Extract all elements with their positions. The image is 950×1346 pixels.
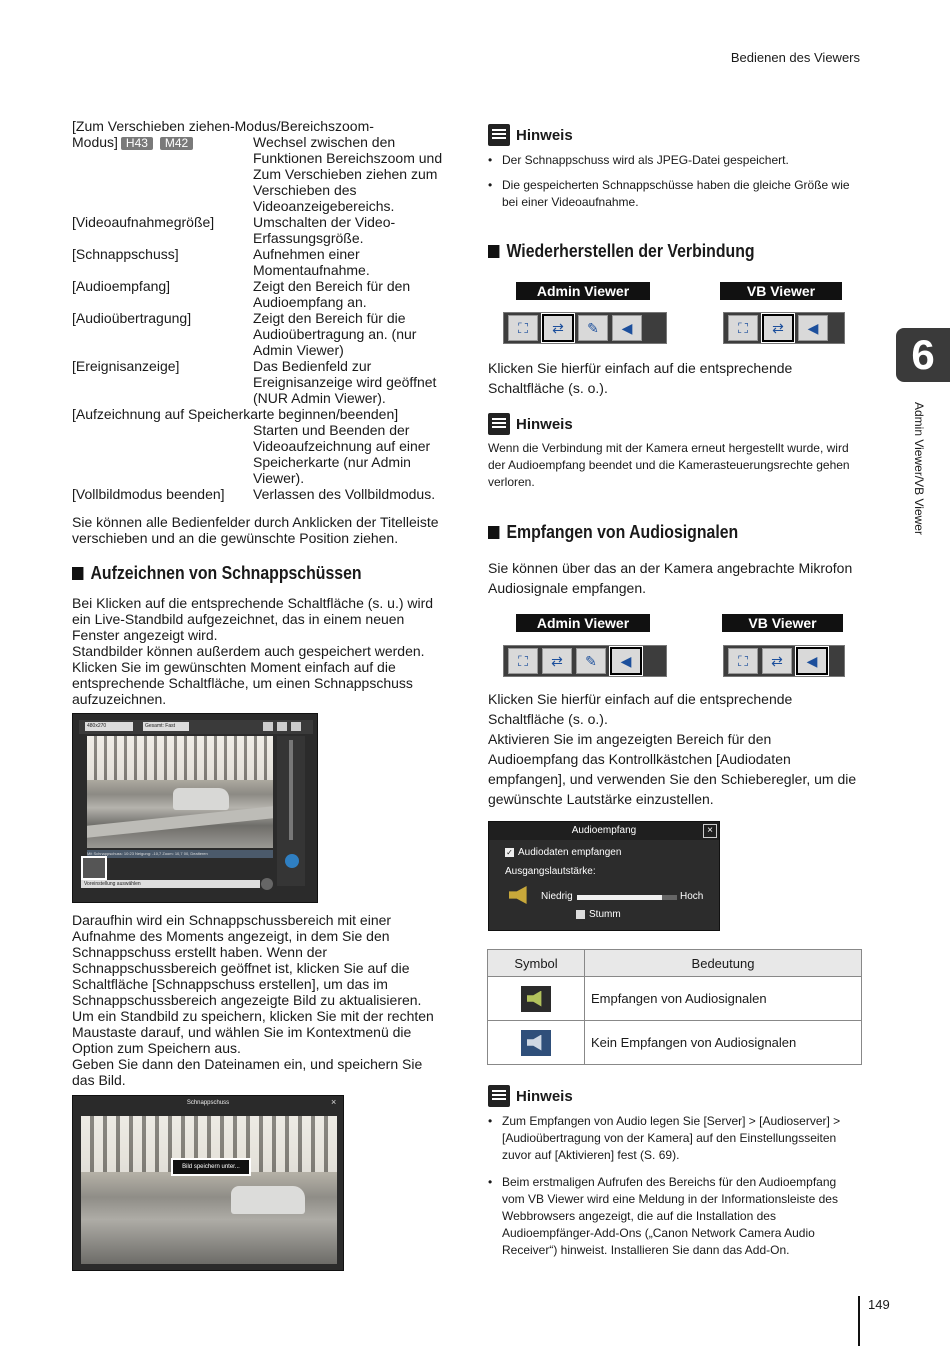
model-badge: M42 bbox=[160, 137, 193, 150]
status-bar: Mit Schnappschuss: 10:23 Neigung: -10,7 Zoom: 10,7 00, Dealteren bbox=[87, 850, 273, 858]
reconnect-icon[interactable]: ⇄ bbox=[542, 314, 574, 342]
def-term: [Schnappschuss] bbox=[72, 246, 179, 262]
reconnect-icon[interactable]: ⇄ bbox=[542, 648, 572, 674]
table-row bbox=[488, 1021, 862, 1065]
reconnect-text: Klicken Sie hierfür einfach auf die entsprechende Schaltfläche (s. o.). bbox=[488, 360, 793, 396]
volume-low-label: Niedrig bbox=[541, 891, 573, 902]
speaker-icon[interactable]: ◀ bbox=[610, 647, 642, 675]
railing-shape bbox=[87, 806, 273, 838]
def-desc: Das Bedienfeld zur Ereignisanzeige wird geöffnet (NUR Admin Viewer). bbox=[253, 358, 437, 406]
def-term: [Audioübertragung] bbox=[72, 310, 192, 326]
table-header-meaning: Bedeutung bbox=[585, 950, 862, 977]
speaker-icon bbox=[509, 886, 531, 904]
speaker-receiving-icon bbox=[521, 986, 551, 1012]
table-cell-meaning: Kein Empfangen von Audiosignalen bbox=[585, 1021, 862, 1065]
panels-note: Sie können alle Bedienfelder durch Anklicken der Titelleiste verschieben und an die gewünschte Position ziehen. bbox=[72, 514, 439, 546]
hint-box-3: Hinweis • Zum Empfangen von Audio legen Sie [Server] > [Audioserver] > [Audioübertragung von der Kamera] auf den Einstellungsseiten zuvor auf [Aktivieren] fest (S. 69). • Beim erstmaligen Aufrufen des Bereichs für den Audioempfang vom VB Viewer wird eine Meldung in der Informationsleiste des Webbrowsers angezeigt, die auf die Installation des Audioempfänger-Add-Ons („Canon Network Camera Audio Receiver“) hinweist. Installieren Sie dann das Add-On. bbox=[488, 1085, 848, 1267]
chapter-tab: 6 bbox=[896, 328, 950, 382]
note-icon bbox=[488, 124, 510, 146]
van-shape bbox=[173, 788, 229, 810]
viewer-toolbar bbox=[79, 720, 313, 734]
camera-video-image bbox=[87, 736, 273, 848]
receive-checkbox-label: Audiodaten empfangen bbox=[518, 847, 622, 858]
speaker-icon[interactable] bbox=[291, 722, 301, 731]
volume-high-label: Hoch bbox=[680, 891, 704, 902]
table-cell-meaning: Empfangen von Audiosignalen bbox=[585, 977, 862, 1021]
quality-dropdown[interactable]: Gesamt: Fast bbox=[143, 722, 189, 731]
section-heading-reconnect: Wiederherstellen der Verbindung bbox=[488, 241, 755, 262]
table-header-symbol: Symbol bbox=[488, 950, 585, 977]
def-term: Modus] H43 M42 bbox=[72, 134, 253, 214]
microphone-icon[interactable]: ✎ bbox=[576, 648, 606, 674]
audio-receive-panel bbox=[488, 821, 720, 931]
ptz-side-panel bbox=[277, 736, 305, 886]
def-term: [Aufzeichnung auf Speicherkarte beginnen/beenden] bbox=[72, 406, 399, 422]
zoom-mode-icon[interactable]: ⛶ bbox=[728, 315, 758, 341]
mute-checkbox[interactable] bbox=[576, 910, 585, 919]
hint-box-2: Hinweis Wenn die Verbindung mit der Kamera erneut hergestellt wurde, wird der Audioempfang beendet und die Kamerasteuerungsrechte gehen verloren. bbox=[488, 413, 858, 491]
admin-toolbar-audio bbox=[503, 645, 667, 677]
viewer-screenshot bbox=[72, 713, 318, 903]
admin-viewer-label: Admin Viewer bbox=[516, 282, 650, 300]
def-desc: Umschalten der Video-Erfassungsgröße. bbox=[253, 214, 396, 246]
reconnect-icon[interactable]: ⇄ bbox=[762, 648, 792, 674]
save-image-context-menu[interactable]: Bild speichern unter... bbox=[171, 1158, 251, 1176]
volume-label: Ausgangslautstärke: bbox=[505, 866, 596, 877]
chapter-label: Admin Viewer/VB Viewer bbox=[912, 402, 926, 535]
hint-item: Beim erstmaligen Aufrufen des Bereichs für den Audioempfang vom VB Viewer wird eine Meldung in der Informationsleiste des Webbrowsers angezeigt, die auf die Installation des Audioempfänger-Add-Ons („Canon Network Camera Audio Receiver“) hinweist. Installieren Sie dann das Add-On. bbox=[502, 1175, 838, 1257]
vb-toolbar-audio bbox=[723, 645, 845, 677]
hint-item: Zum Empfangen von Audio legen Sie [Server] > [Audioserver] > [Audioübertragung von der Kamera] auf den Einstellungsseiten zuvor auf [Aktivieren] fest (S. 69). bbox=[502, 1114, 841, 1162]
vb-viewer-label: VB Viewer bbox=[720, 282, 842, 300]
section-heading-audio: Empfangen von Audiosignalen bbox=[488, 522, 738, 543]
def-term: [Zum Verschieben ziehen-Modus/Bereichszoom- bbox=[72, 118, 374, 134]
def-term: [Videoaufnahmegröße] bbox=[72, 214, 215, 230]
snapshot-window-screenshot bbox=[72, 1095, 344, 1271]
button-definition-list bbox=[72, 118, 452, 502]
vb-toolbar-reconnect bbox=[723, 312, 845, 344]
admin-toolbar-reconnect bbox=[503, 312, 667, 344]
section-heading-snapshot: Aufzeichnen von Schnappschüssen bbox=[72, 563, 362, 584]
record-button[interactable] bbox=[261, 878, 273, 890]
page-number: 149 bbox=[868, 1297, 890, 1312]
hint-item: Die gespeicherten Schnappschüsse haben die gleiche Größe wie bei einer Videoaufnahme. bbox=[502, 178, 850, 209]
note-icon bbox=[488, 413, 510, 435]
def-desc: Wechsel zwischen den Funktionen Bereichszoom und Zum Verschieben ziehen zum Verschieben des Videoanzeigebereichs. bbox=[253, 134, 443, 214]
snapshot-explanation: Daraufhin wird ein Schnappschussbereich mit einer Aufnahme des Moments angezeigt, in dem Sie den Schnappschuss erstellt haben. Wenn der Schnappschussbereich geöffnet ist, klicken Sie auf die Schaltfläche [Schnappschuss erstellen], um das im Schnappschussbereich angezeigte Bild zu aktualisieren. Um ein Standbild zu speichern, klicken Sie mit der rechten Maustaste darauf, und wählen Sie im Kontextmenü die Option zum Speichern aus. Geben Sie dann den Dateinamen ein, und speichern Sie das Bild. bbox=[72, 912, 434, 1088]
note-icon bbox=[488, 1085, 510, 1107]
running-header: Bedienen des Viewers bbox=[730, 50, 860, 65]
def-desc: Verlassen des Vollbildmodus. bbox=[253, 486, 436, 502]
pan-tilt-control-icon[interactable] bbox=[285, 854, 299, 868]
audio-intro: Sie können über das an der Kamera angebrachte Mikrofon Audiosignale empfangen. bbox=[488, 560, 853, 596]
def-desc: Aufnehmen einer Momentaufnahme. bbox=[253, 246, 370, 278]
page-number-rule bbox=[858, 1296, 860, 1346]
model-badge: H43 bbox=[121, 137, 153, 150]
snapshot-paragraph: Bei Klicken auf die entsprechende Schaltfläche (s. u.) wird ein Live-Standbild aufgezeichnet, das in einem neuen Fenster angezeigt wird. Standbilder können außerdem auch gespeichert werden. Klicken Sie im gewünschten Moment einfach auf die entsprechende Schaltfläche, um einen Schnappschuss aufzuzeichnen. bbox=[72, 595, 434, 707]
reconnect-icon[interactable] bbox=[277, 722, 287, 731]
zoom-mode-icon[interactable]: ⛶ bbox=[508, 315, 538, 341]
zoom-mode-icon[interactable] bbox=[263, 722, 273, 731]
def-term: [Vollbildmodus beenden] bbox=[72, 486, 225, 502]
zoom-mode-icon[interactable]: ⛶ bbox=[508, 648, 538, 674]
def-desc: Starten und Beenden der Videoaufzeichnung auf einer Speicherkarte (nur Admin Viewer). bbox=[253, 422, 431, 486]
def-desc: Zeigt den Bereich für die Audioübertragung an. (nur Admin Viewer) bbox=[253, 310, 417, 358]
def-term: [Ereignisanzeige] bbox=[72, 358, 180, 374]
receive-checkbox[interactable]: ✓ bbox=[506, 848, 513, 857]
snapshot-button[interactable] bbox=[81, 856, 107, 880]
hint-item: Wenn die Verbindung mit der Kamera erneut hergestellt wurde, wird der Audioempfang beendet und die Kamerasteuerungsrechte gehen verloren. bbox=[488, 441, 850, 489]
panel-title: Audioempfang bbox=[489, 822, 719, 840]
mute-label: Stumm bbox=[589, 909, 621, 920]
symbol-table bbox=[487, 949, 862, 1065]
snapshot-image bbox=[81, 1116, 337, 1264]
hint-item: Der Schnappschuss wird als JPEG-Datei gespeichert. bbox=[502, 153, 789, 167]
def-term: [Audioempfang] bbox=[72, 278, 171, 294]
table-row bbox=[488, 977, 862, 1021]
microphone-icon[interactable]: ✎ bbox=[578, 315, 608, 341]
speaker-icon[interactable]: ◀ bbox=[798, 315, 828, 341]
audio-instructions: Klicken Sie hierfür einfach auf die entsprechende Schaltfläche (s. o.). Aktivieren Sie im angezeigten Bereich für den Audioempfang das Kontrollkästchen [Audiodaten empfangen], und verwenden Sie den Schieberegler, um die gewünschte Lautstärke einzustellen. bbox=[488, 691, 857, 807]
van-shape bbox=[231, 1186, 305, 1214]
vb-viewer-label: VB Viewer bbox=[722, 614, 843, 632]
speaker-icon[interactable]: ◀ bbox=[796, 647, 828, 675]
speaker-icon[interactable]: ◀ bbox=[612, 315, 642, 341]
admin-viewer-label: Admin Viewer bbox=[516, 614, 650, 632]
hint-box-1: Hinweis • Der Schnappschuss wird als JPEG-Datei gespeichert. • Die gespeicherten Schnappschüsse haben die gleiche Größe wie bei einer Videoaufnahme. bbox=[488, 124, 858, 219]
speaker-idle-icon bbox=[521, 1030, 551, 1056]
reconnect-icon[interactable]: ⇄ bbox=[762, 314, 794, 342]
preset-select[interactable]: Voreinstellung auswählen bbox=[81, 880, 260, 888]
close-icon[interactable]: × bbox=[703, 824, 717, 838]
size-dropdown[interactable]: 480x270 bbox=[85, 722, 133, 731]
def-desc: Zeigt den Bereich für den Audioempfang an. bbox=[253, 278, 411, 310]
volume-slider[interactable] bbox=[577, 895, 677, 900]
zoom-mode-icon[interactable]: ⛶ bbox=[728, 648, 758, 674]
close-icon[interactable]: × bbox=[331, 1097, 337, 1107]
snapshot-window-title: Schnappschuss bbox=[73, 1096, 343, 1110]
